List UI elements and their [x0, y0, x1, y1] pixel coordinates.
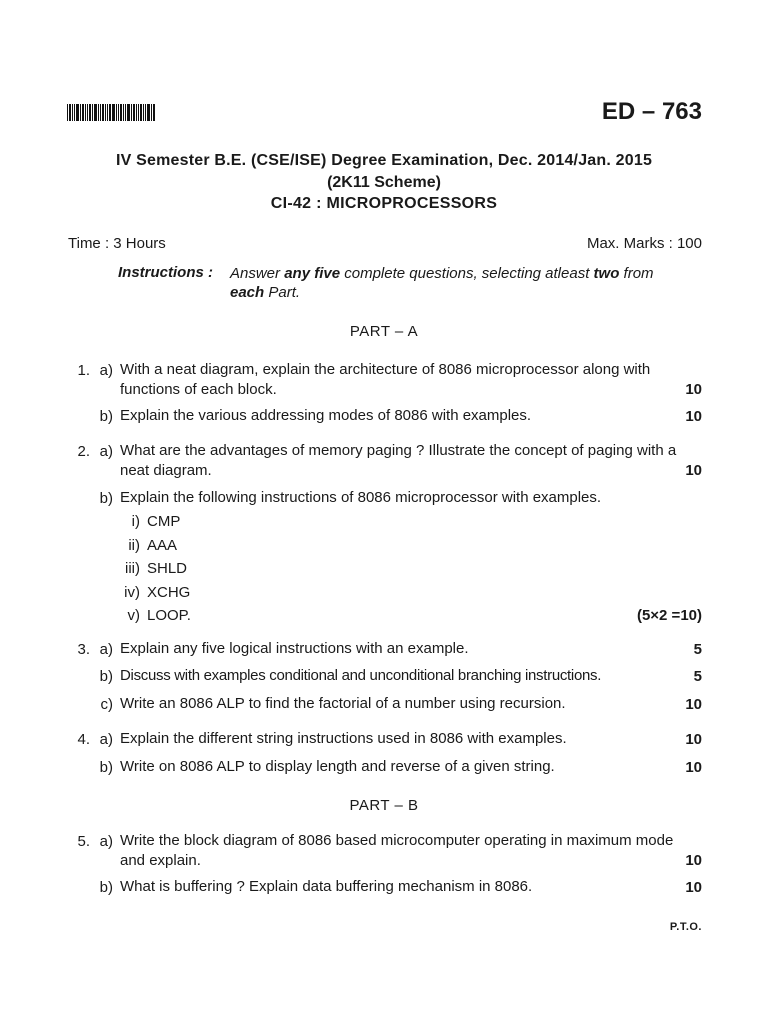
item-label: iv) [124, 584, 140, 601]
question-number: 3. [77, 641, 90, 658]
sub-label: c) [100, 696, 113, 713]
marks: 10 [685, 879, 702, 896]
marks: 10 [685, 731, 702, 748]
question-text: Explain the following instructions of 8086 microprocessor with examples. [120, 489, 602, 506]
sub-label: b) [99, 759, 113, 776]
item-label: i) [131, 513, 140, 530]
marks: 10 [685, 381, 702, 398]
marks: 5 [693, 668, 702, 685]
sub-label: a) [99, 731, 113, 748]
sub-label: a) [99, 443, 113, 460]
sub-label: b) [99, 668, 113, 685]
question-text: Write on 8086 ALP to display length and reverse of a given string. [120, 758, 555, 775]
question-number: 2. [77, 443, 90, 460]
item-label: ii) [128, 537, 140, 554]
marks: 10 [685, 852, 702, 869]
instructions-text: Answer any five complete questions, selecting atleast two from each Part. [230, 265, 654, 301]
instructions-label: Instructions : [118, 264, 214, 281]
sub-label: a) [99, 362, 113, 379]
question-text: Explain the various addressing modes of 8086 with examples. [120, 407, 532, 424]
marks: 10 [685, 408, 702, 425]
sub-label: a) [99, 641, 113, 658]
item-text: SHLD [147, 560, 188, 577]
item-text: XCHG [147, 584, 191, 601]
scheme: (2K11 Scheme) [327, 174, 441, 191]
question-text: What are the advantages of memory paging ? Illustrate the concept of paging with a neat diagram. [120, 442, 677, 479]
item-text: AAA [147, 537, 178, 554]
subject: CI-42 : MICROPROCESSORS [270, 195, 498, 212]
marks: 10 [685, 462, 702, 479]
question-number: 5. [77, 833, 90, 850]
paper-code: ED – 763 [601, 98, 702, 125]
question-text: Write the block diagram of 8086 based microcomputer operating in maximum mode and explain. [120, 832, 674, 869]
item-text: CMP [147, 513, 181, 530]
marks: 10 [685, 759, 702, 776]
item-label: v) [127, 607, 140, 624]
marks: 10 [685, 696, 702, 713]
sub-label: b) [99, 408, 113, 425]
question-text: What is buffering ? Explain data buffering mechanism in 8086. [120, 878, 533, 895]
question-number: 4. [77, 731, 90, 748]
question-text: With a neat diagram, explain the architecture of 8086 microprocessor along with functions of each block. [120, 361, 651, 398]
item-text: LOOP. [147, 607, 191, 624]
part-a-heading: PART – A [349, 323, 419, 340]
marks: (5×2 =10) [636, 607, 702, 624]
part-b-heading: PART – B [349, 797, 419, 814]
time-allowed: Time : 3 Hours [68, 235, 166, 252]
question-text: Discuss with examples conditional and unconditional branching instructions. [120, 667, 602, 684]
question-number: 1. [77, 362, 90, 379]
question-text: Explain the different string instructions used in 8086 with examples. [120, 730, 567, 747]
question-text: Explain any five logical instructions with an example. [120, 640, 469, 657]
max-marks: Max. Marks : 100 [586, 235, 702, 252]
sub-label: b) [99, 490, 113, 507]
marks: 5 [693, 641, 702, 658]
exam-title: IV Semester B.E. (CSE/ISE) Degree Examination, Dec. 2014/Jan. 2015 [115, 152, 653, 169]
item-label: iii) [125, 560, 140, 577]
question-text: Write an 8086 ALP to find the factorial of a number using recursion. [120, 695, 566, 712]
sub-label: b) [99, 879, 113, 896]
pto-note: P.T.O. [669, 921, 702, 933]
sub-label: a) [99, 833, 113, 850]
barcode [67, 104, 169, 121]
